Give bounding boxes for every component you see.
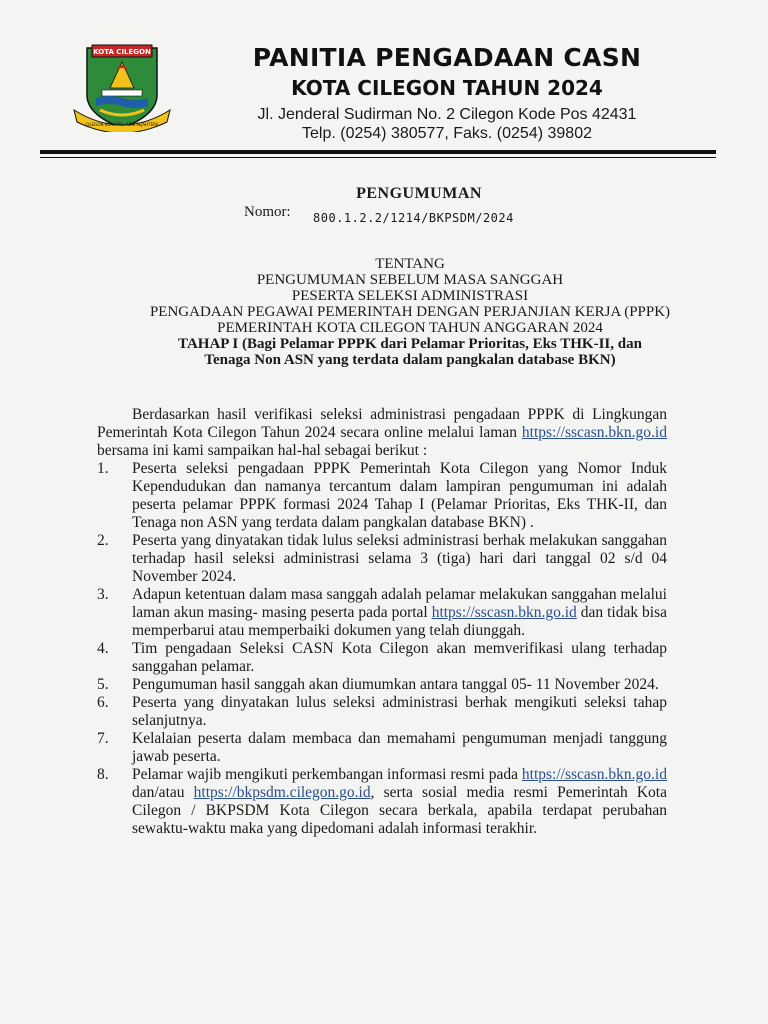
logo-motto-text: CILEGON BERSATU, ADIL SEJAHTERA <box>85 122 159 127</box>
logo-banner-text: KOTA CILEGON <box>93 48 151 56</box>
org-phone: Telp. (0254) 380577, Faks. (0254) 39802 <box>302 125 592 142</box>
list-item: 6. Peserta yang dinyatakan lulus seleksi administrasi berhak mengikuti seleksi tahap selanjutnya. <box>97 694 667 729</box>
about-line-bold: TAHAP I (Bagi Pelamar PPPK dari Pelamar Prioritas, Eks THK-II, dan <box>178 336 642 352</box>
about-line: PESERTA SELEKSI ADMINISTRASI <box>291 288 529 304</box>
letterhead-rule-thin <box>40 157 716 158</box>
about-line: PEMERINTAH KOTA CILEGON TAHUN ANGGARAN 2024 <box>217 320 603 336</box>
list-item: 2. Peserta yang dinyatakan tidak lulus seleksi administrasi berhak melakukan sanggahan terhadap hasil seleksi administrasi selama 3 (tiga) hari dari tanggal 02 s/d 04 November 2024. <box>97 532 667 585</box>
sscasn-link[interactable]: https://sscasn.bkn.go.id <box>521 766 667 783</box>
about-line-tentang: TENTANG <box>375 256 445 272</box>
announcement-list <box>97 460 667 838</box>
sscasn-link[interactable]: https://sscasn.bkn.go.id <box>431 604 577 621</box>
nomor-label: Nomor: <box>244 204 291 220</box>
org-address: Jl. Jenderal Sudirman No. 2 Cilegon Kode Pos 42431 <box>257 106 637 123</box>
about-line-bold: Tenaga Non ASN yang terdata dalam pangkalan database BKN) <box>204 352 616 368</box>
kota-cilegon-emblem <box>72 40 172 132</box>
announcement-body <box>97 406 667 838</box>
list-item: 8. Pelamar wajib mengikuti perkembangan informasi resmi pada https://sscasn.bkn.go.id dan/atau https://bkpsdm.cilegon.go.id, serta sosial media resmi Pemerintah Kota Cilegon / BKPSDM Kota Cilegon secara berkala, apabila terdapat perubahan sewaktu-waktu maka yang dipedomani adalah informasi terakhir. <box>97 766 667 837</box>
org-name: PANITIA PENGADAAN CASN <box>252 43 642 72</box>
sscasn-link[interactable]: https://sscasn.bkn.go.id <box>521 424 667 441</box>
letterhead-rule-thick <box>40 150 716 154</box>
list-item: 3. Adapun ketentuan dalam masa sanggah adalah pelamar melakukan sanggahan melalui laman akun masing- masing peserta pada portal https://sscasn.bkn.go.id dan tidak bisa memperbarui atau memperbaiki dokumen yang telah diunggah. <box>97 586 667 639</box>
list-item: 1. Peserta seleksi pengadaan PPPK Pemerintah Kota Cilegon yang Nomor Induk Kependudukan dan namanya tercantum dalam lampiran pengumuman ini adalah peserta pelamar PPPK formasi 2024 Tahap I (Pelamar Prioritas, Eks THK-II, dan Tenaga non ASN yang terdata dalam pangkalan database BKN) . <box>97 460 667 531</box>
about-line: PENGUMUMAN SEBELUM MASA SANGGAH <box>256 272 564 288</box>
org-subtitle: KOTA CILEGON TAHUN 2024 <box>291 76 603 100</box>
list-item: 5. Pengumuman hasil sanggah akan diumumkan antara tanggal 05- 11 November 2024. <box>97 676 659 693</box>
list-item: 4. Tim pengadaan Seleksi CASN Kota Cilegon akan memverifikasi ulang terhadap sanggahan pelamar. <box>97 640 667 675</box>
about-line: PENGADAAN PEGAWAI PEMERINTAH DENGAN PERJANJIAN KERJA (PPPK) <box>149 304 671 320</box>
intro-paragraph: Berdasarkan hasil verifikasi seleksi administrasi pengadaan PPPK di Lingkungan Pemerintah Kota Cilegon Tahun 2024 secara online melalui laman https://sscasn.bkn.go.id bersama ini kami sampaikan hal-hal sebagai berikut : <box>97 406 667 459</box>
announcement-title: PENGUMUMAN <box>356 185 482 202</box>
list-item: 7. Kelalaian peserta dalam membaca dan memahami pengumuman menjadi tanggung jawab peserta. <box>97 730 667 765</box>
about-block <box>60 256 760 368</box>
nomor-value: 800.1.2.2/1214/BKPSDM/2024 <box>313 211 514 225</box>
bkpsdm-link[interactable]: https://bkpsdm.cilegon.go.id <box>193 784 371 801</box>
